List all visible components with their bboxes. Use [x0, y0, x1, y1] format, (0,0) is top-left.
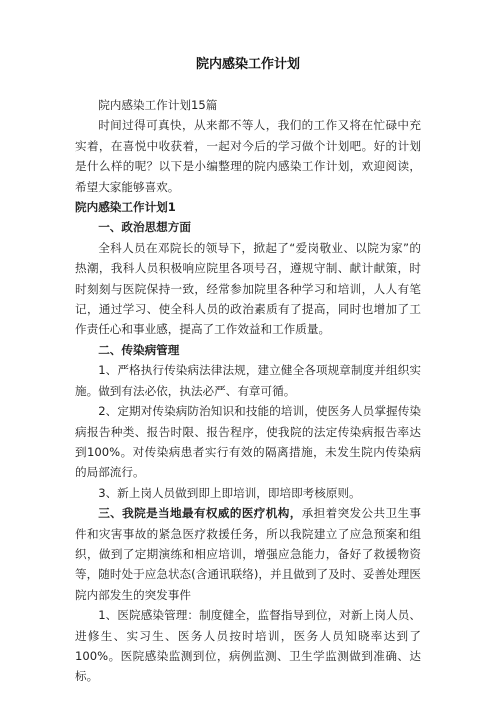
section-3-item-1: 1、医院感染管理：制度健全，监督指导到位，对新上岗人员、进修生、实习生、医务人员按时培训，医务人员知晓率达到了100%。医院感染监测到位，病例监测、卫生学监测做到准确、达标。 [75, 608, 421, 684]
section-1-text: 全科人员在邓院长的领导下，掀起了“爱岗敬业、以院为家”的热潮，我科人员积极响应院里各项号召，遵规守制、献计献策，时时刻刻与医院保持一致，经常参加院里各种学习和培训，人人有笔记，通过学习、使全科人员的政治素质有了提高，同时也增加了工作责任心和事业感，提高了工作效益和工作质量。 [75, 240, 421, 337]
section-2-item-2: 2、定期对传染病防治知识和技能的培训，使医务人员掌握传染病报告种类、报告时限、报告程序，使我院的法定传染病报告率达到100%。对传染病患者实行有效的隔离措施，未发生院内传染病的局部流行。 [75, 404, 421, 480]
section-3-text: 承担着突发公共卫生事件和灾害事故的紧急医疗救援任务，所以我院建立了应急预案和组织，做到了定期演练和相应培训，增强应急能力，备好了救援物资等，随时处于应急状态(含通讯联络)，并且做到了及时、妥善处理医院内部发生的突发事件 [75, 506, 421, 602]
intro-paragraph: 时间过得可真快，从来都不等人，我们的工作又将在忙碌中充实着，在喜悦中收获着，一起对今后的学习做个计划吧。好的计划是什么样的呢？以下是小编整理的院内感染工作计划，欢迎阅读，希望大家能够喜欢。 [75, 118, 421, 194]
subtitle: 院内感染工作计划15篇 [98, 98, 218, 112]
section-1-heading: 一、政治思想方面 [98, 220, 191, 235]
section-3-paragraph [75, 503, 421, 605]
section-2-item-3: 3、新上岗人员做到即上即培训，即培即考核原则。 [98, 485, 361, 500]
section-3-heading: 三、我院是当地最有权威的医疗机构， [98, 506, 302, 521]
document-body [75, 95, 421, 687]
page-title: 院内感染工作计划 [195, 57, 300, 72]
plan-1-heading: 院内感染工作计划1 [75, 200, 176, 215]
section-2-item-1: 1、严格执行传染病法律法规，建立健全各项规章制度并组织实施。做到有法必依，执法必严、有章可循。 [75, 363, 421, 398]
section-2-heading: 二、传染病管理 [98, 342, 180, 357]
